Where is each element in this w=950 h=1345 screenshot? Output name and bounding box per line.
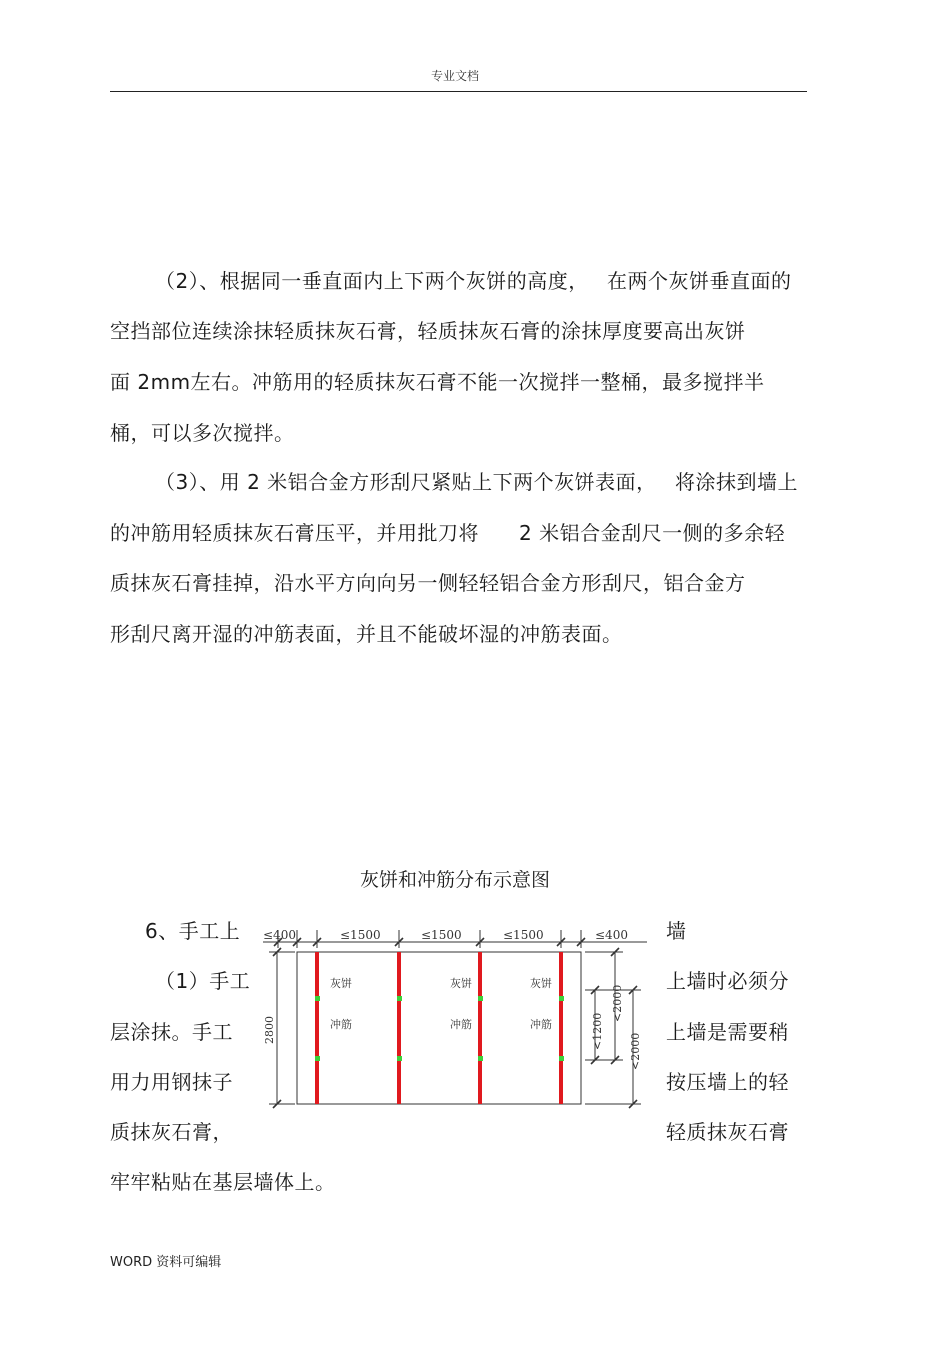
cake-dot (315, 996, 320, 1001)
paragraph-3-line-1a: （3）、用 2 米铝合金方形刮尺紧贴上下两个灰饼表面， (155, 470, 657, 494)
section-6-left-4: 用力用钢抹子 (110, 1070, 233, 1094)
dim-label-right-outer: <2000 (629, 1032, 642, 1070)
dim-label-span-2: ≤1500 (421, 928, 462, 942)
header-divider (110, 91, 807, 92)
paragraph-2-line-1a: （2）、根据同一垂直面内上下两个灰饼的高度， (155, 269, 589, 293)
cake-dot (397, 1056, 402, 1061)
paragraph-2-line-3: 面 2mm左右。冲筋用的轻质抹灰石膏不能一次搅拌一整桶，最多搅拌半 (110, 370, 765, 394)
section-6-left-5: 质抹灰石膏， (110, 1120, 233, 1144)
dim-label-right-inner: <2000 (611, 984, 624, 1022)
paragraph-3-line-4: 形刮尺离开湿的冲筋表面，并且不能破坏湿的冲筋表面。 (110, 622, 623, 646)
paragraph-3-line-2b: 2 米铝合金刮尺一侧的多余轻 (519, 521, 786, 545)
dim-label-right: ≤400 (595, 928, 628, 942)
paragraph-2-line-2: 空挡部位连续涂抹轻质抹灰石膏，轻质抹灰石膏的涂抹厚度要高出灰饼 (110, 319, 746, 343)
section-6-last-line: 牢牢粘贴在基层墙体上。 (110, 1170, 336, 1194)
cake-rib-layout-diagram (255, 920, 655, 1115)
section-6-left-2: （1）手工 (155, 969, 251, 993)
section-6-right-1: 墙 (666, 919, 687, 943)
page-footer: WORD 资料可编辑 (110, 1255, 222, 1270)
cake-label: 灰饼 (330, 977, 352, 990)
cake-dot (478, 1056, 483, 1061)
section-6-left-3: 层涂抹。手工 (110, 1020, 233, 1044)
paragraph-3-line-1b: 将涂抹到墙上 (675, 470, 798, 494)
rib-label: 冲筋 (450, 1018, 472, 1031)
paragraph-2-line-4: 桶，可以多次搅拌。 (110, 421, 295, 445)
dim-label-right-mid: <1200 (591, 1012, 604, 1050)
cake-label: 灰饼 (530, 977, 552, 990)
paragraph-3-line-2a: 的冲筋用轻质抹灰石膏压平，并用批刀将 (110, 521, 479, 545)
dim-label-span-1: ≤1500 (340, 928, 381, 942)
paragraph-3-line-3: 质抹灰石膏挂掉，沿水平方向向另一侧轻轻铝合金方形刮尺，铝合金方 (110, 571, 746, 595)
rib-label: 冲筋 (330, 1018, 352, 1031)
cake-dot (315, 1056, 320, 1061)
section-6-right-5: 轻质抹灰石膏 (666, 1120, 789, 1144)
section-6-right-4: 按压墙上的轻 (666, 1070, 789, 1094)
cake-dot (559, 996, 564, 1001)
cake-dot (559, 1056, 564, 1061)
page-header-title: 专业文档 (430, 69, 479, 83)
dim-label-left: ≤400 (263, 928, 296, 942)
figure-caption: 灰饼和冲筋分布示意图 (359, 869, 550, 891)
rib-label: 冲筋 (530, 1018, 552, 1031)
dim-label-span-3: ≤1500 (503, 928, 544, 942)
cake-dot (397, 996, 402, 1001)
section-6-right-3: 上墙是需要稍 (666, 1020, 789, 1044)
section-6-right-2: 上墙时必须分 (666, 969, 789, 993)
section-6-left-1: 6、手工上 (145, 919, 241, 943)
cake-label: 灰饼 (450, 977, 472, 990)
paragraph-2-line-1b: 在两个灰饼垂直面的 (607, 269, 792, 293)
cake-dot (478, 996, 483, 1001)
dim-label-height: 2800 (263, 1016, 276, 1044)
